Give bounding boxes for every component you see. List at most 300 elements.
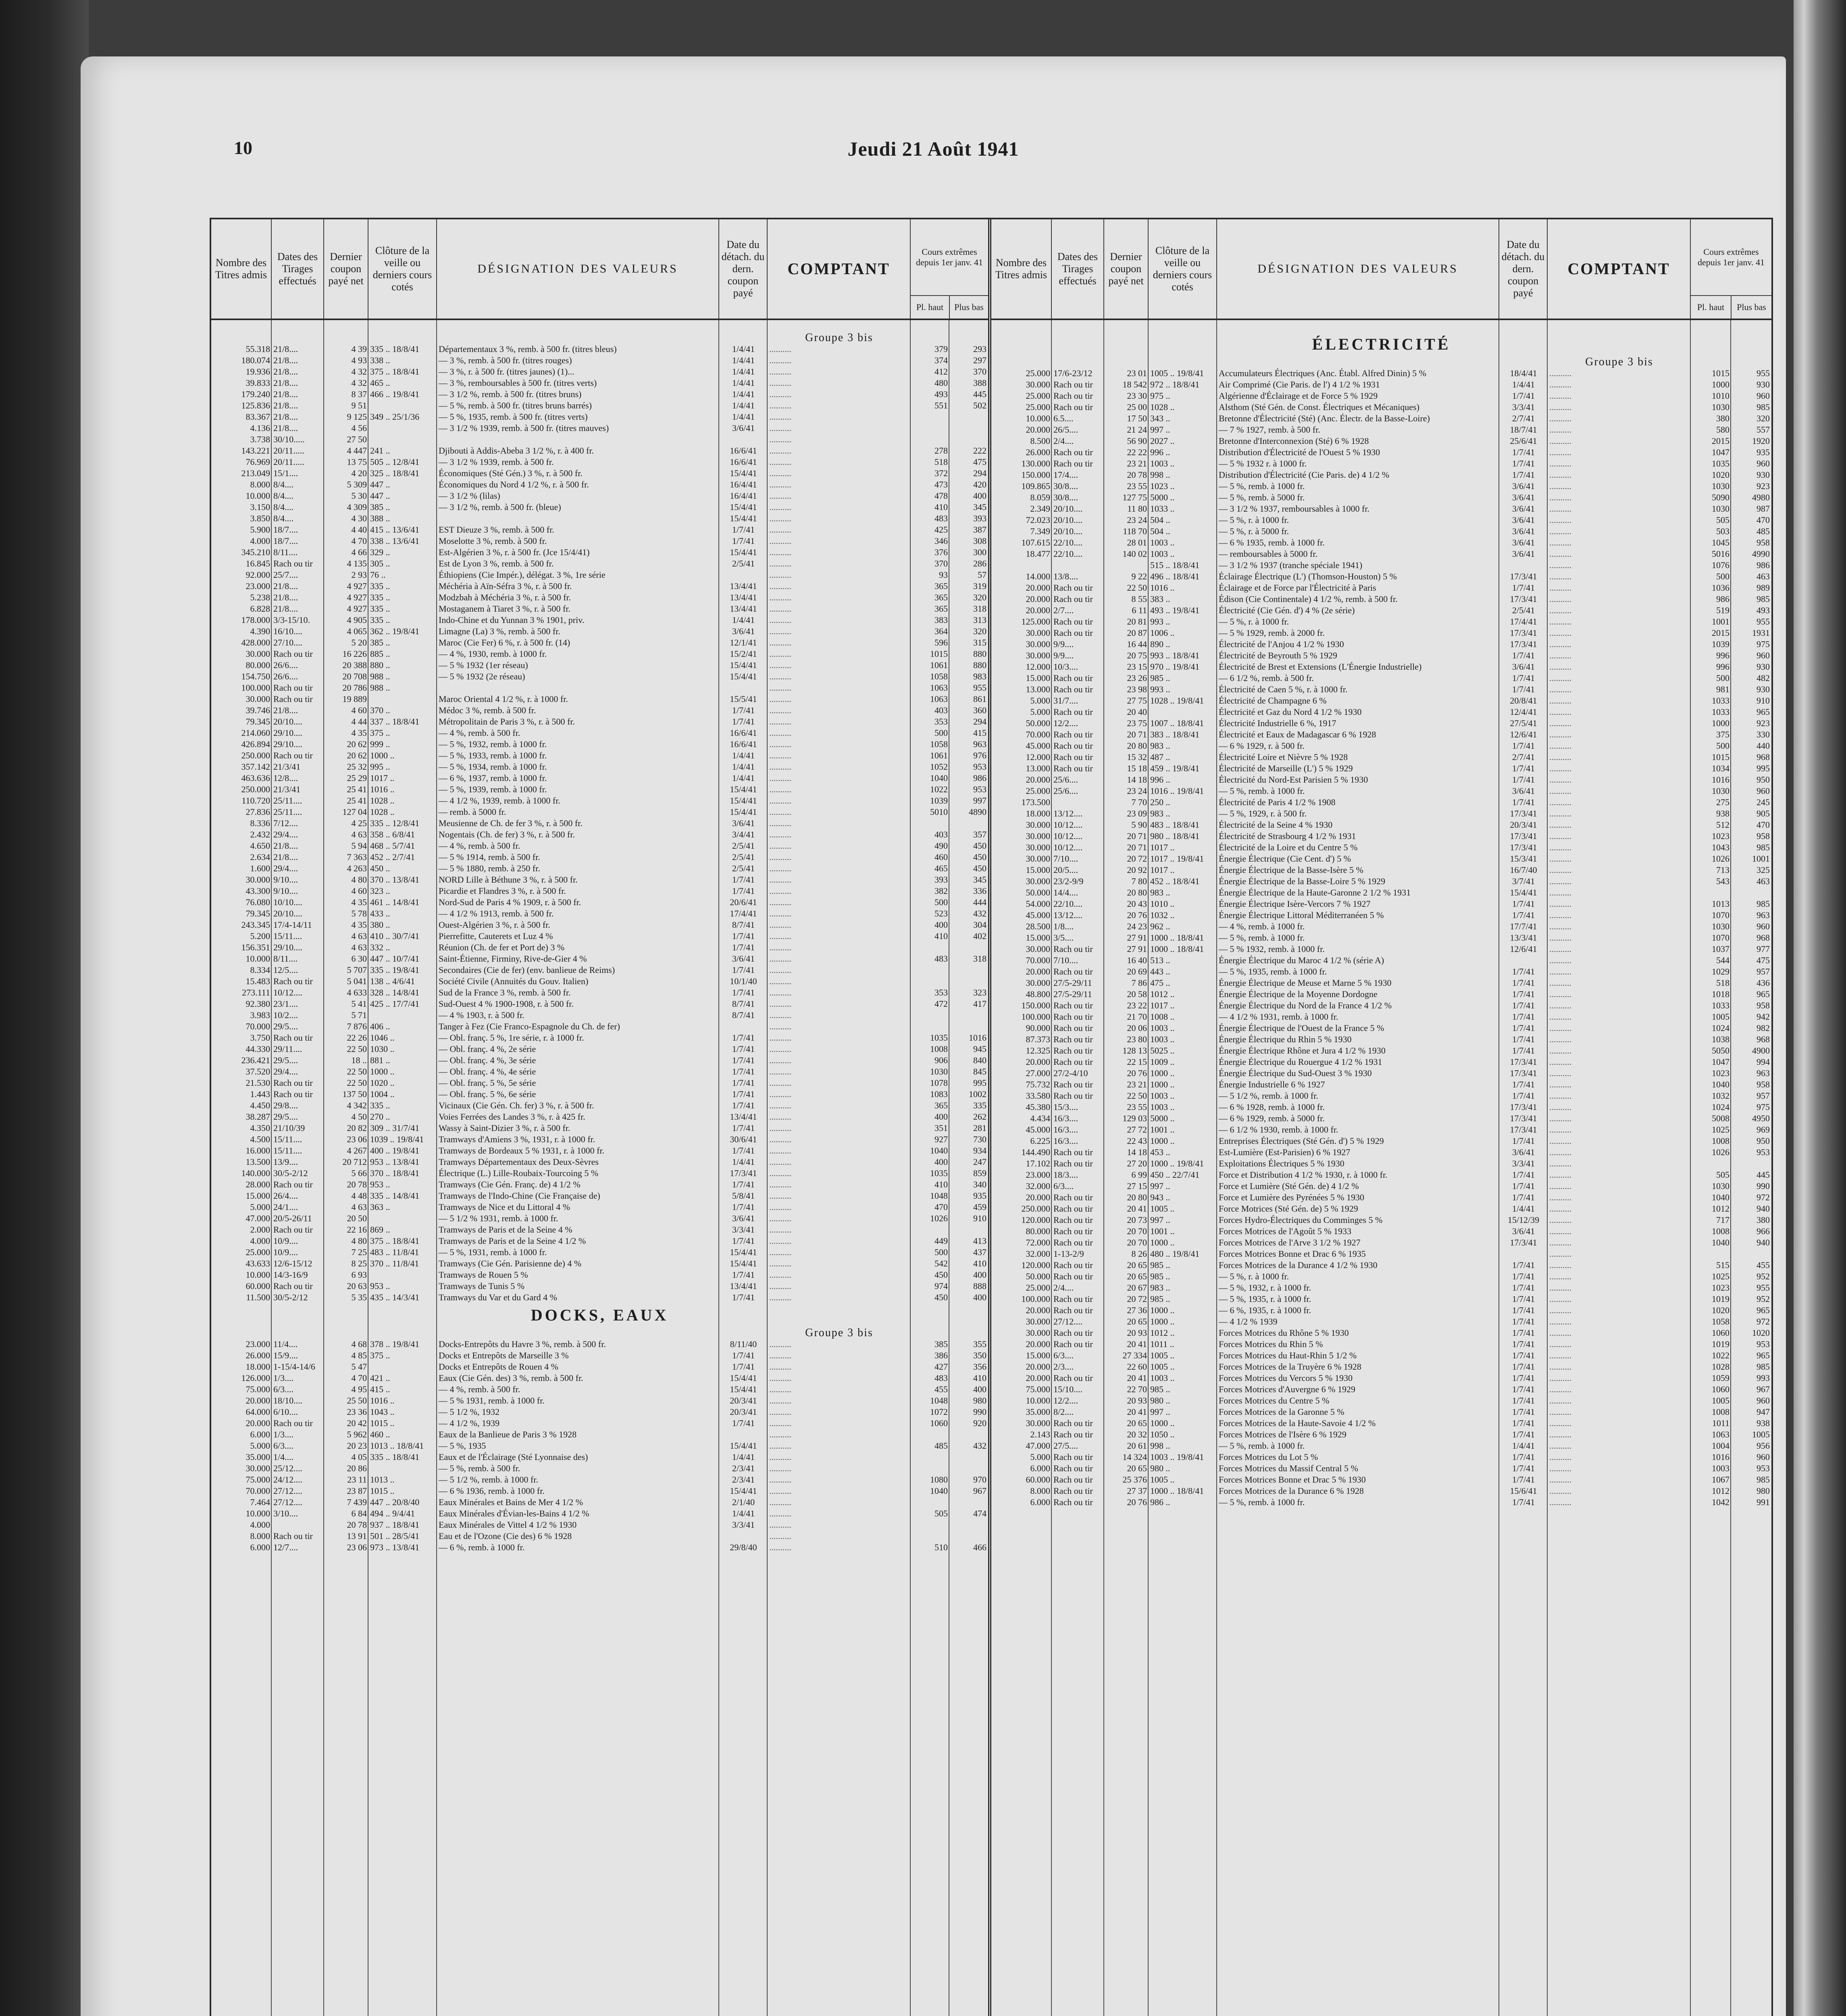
cell-pl-haut: 519 [1716, 605, 1729, 615]
table-row [211, 716, 988, 727]
cell-nombre: 8.000 [1030, 1486, 1050, 1496]
cell-pl-haut: 1008 [1712, 1226, 1729, 1236]
cell-cloture: 993 .. [1150, 684, 1170, 694]
cell-detach: 3/6/41 [1512, 526, 1535, 536]
cell-plus-bas: 985 [1757, 594, 1770, 604]
cell-dates: 27/2-4/10 [1053, 1068, 1088, 1078]
cell-detach: 13/4/41 [730, 604, 757, 614]
cell-cloture: 972 .. 18/8/41 [1150, 379, 1200, 389]
cell-nombre: 26.000 [1026, 447, 1050, 457]
cell-coupon: 23 55 [1127, 481, 1147, 491]
cell-plus-bas: 953 [973, 784, 986, 794]
cell-nombre: 23.000 [246, 581, 270, 591]
cell-plus-bas: 963 [1757, 910, 1770, 920]
table-row [211, 829, 988, 840]
cell-plus-bas: 965 [1757, 707, 1770, 717]
cell-pl-haut: 385 [934, 1339, 948, 1349]
cell-designation: Force et Lumière des Pyrénées 5 % 1930 [1219, 1192, 1365, 1202]
cell-designation: Mostaganem à Tiaret 3 %, r. à 500 fr. [439, 604, 570, 614]
cell-pl-haut: 1040 [1712, 1237, 1729, 1248]
cell-plus-bas: 388 [973, 378, 986, 388]
cell-nombre: 45.000 [1026, 910, 1050, 920]
cell-designation: — 6 %, 1937, remb. à 1000 fr. [439, 773, 547, 783]
cell-coupon: 28 01 [1127, 537, 1147, 548]
table-row [991, 1045, 1771, 1056]
cell-plus-bas: 297 [973, 355, 986, 365]
cell-comptant: .......... [769, 423, 791, 433]
cell-pl-haut [911, 1010, 949, 1021]
cell-pl-haut: 386 [934, 1350, 948, 1360]
cell-detach: 3/6/41 [732, 954, 755, 964]
cell-coupon: 9 125 [347, 412, 367, 422]
cell-dates: 15/11.... [273, 1134, 302, 1144]
cell-nombre: 463.636 [241, 773, 270, 783]
cell-nombre: 70.000 [1026, 729, 1050, 739]
cell-nombre: 44.330 [246, 1044, 270, 1054]
cell-plus-bas [949, 1452, 988, 1463]
cell-designation: Algérienne d'Éclairage et de Force 5 % 1929 [1219, 391, 1378, 401]
cell-designation: Eau et de l'Ozone (Cie des) 6 % 1928 [439, 1531, 572, 1541]
cell-nombre: 3.738 [250, 434, 270, 444]
cell-designation: Sud-Ouest 4 % 1900-1908, r. à 500 fr. [439, 999, 574, 1009]
cell-cloture: 1001 .. [1150, 1125, 1175, 1135]
cell-nombre: 30.000 [1026, 650, 1050, 660]
table-row [991, 785, 1771, 797]
cell-detach [719, 434, 768, 445]
cell-dates: Rach ou tir [273, 750, 313, 760]
table-row [991, 1316, 1771, 1327]
cell-pl-haut: 425 [934, 525, 948, 535]
cell-designation: Est-Algérien 3 %, r. à 500 fr. (Jce 15/4/41) [439, 547, 590, 557]
cell-coupon: 4 342 [347, 1100, 367, 1110]
cell-dates: 7/12.... [273, 818, 298, 828]
cell-comptant: .......... [1549, 368, 1571, 378]
cell-comptant: .......... [769, 400, 791, 410]
cell-designation: Docks et Entrepôts de Rouen 4 % [439, 1362, 558, 1372]
cell-designation: Énergie Électrique du Maroc 4 1/2 % (série A) [1219, 955, 1384, 965]
table-row [991, 763, 1771, 774]
table-row [211, 1213, 988, 1224]
table-row [991, 1237, 1771, 1248]
cell-comptant: .......... [769, 1429, 791, 1439]
cell-coupon: 23 21 [1127, 1079, 1147, 1089]
cell-nombre: 13.000 [1026, 763, 1050, 773]
cell-comptant: .......... [1549, 1463, 1571, 1473]
table-row [991, 887, 1771, 898]
cell-designation: Tramways d'Amiens 3 %, 1931, r. à 1000 fr. [439, 1134, 595, 1144]
cell-designation: Tramways de Rouen 5 % [439, 1270, 528, 1280]
cell-coupon: 23 06 [347, 1542, 367, 1552]
cell-comptant: .......... [769, 841, 791, 851]
cell-pl-haut: 515 [1716, 1260, 1729, 1270]
cell-comptant: .......... [1549, 537, 1571, 548]
cell-plus-bas: 318 [973, 604, 986, 614]
cell-detach: 1/7/41 [1512, 1395, 1535, 1406]
cell-plus-bas: 413 [973, 1236, 986, 1246]
cell-dates: Rach ou tir [1053, 458, 1093, 469]
cell-pl-haut: 410 [934, 931, 948, 941]
cell-detach: 1/7/41 [732, 886, 755, 896]
cell-plus-bas: 432 [973, 1441, 986, 1451]
table-row [991, 989, 1771, 1000]
cell-pl-haut: 551 [934, 400, 948, 410]
cell-detach: 17/3/41 [1510, 1113, 1537, 1123]
cell-comptant: .......... [1549, 707, 1571, 717]
cell-dates: 30/8.... [1053, 492, 1078, 502]
cell-plus-bas: 967 [973, 1486, 986, 1496]
table-row [211, 1145, 988, 1156]
cell-plus-bas: 990 [973, 1407, 986, 1417]
cell-coupon: 20 87 [1127, 628, 1147, 638]
cell-coupon: 20 70 [1127, 1226, 1147, 1236]
cell-dates: Rach ou tir [1053, 763, 1093, 773]
cell-plus-bas: 958 [1757, 537, 1770, 548]
table-row [211, 355, 988, 366]
table-row [991, 492, 1771, 503]
cell-plus-bas: 400 [973, 1292, 986, 1302]
table-row [991, 729, 1771, 740]
cell-pl-haut: 1020 [1712, 1305, 1729, 1315]
cell-pl-haut: 1003 [1712, 1463, 1729, 1473]
cell-detach [1499, 560, 1548, 571]
cell-pl-haut [1691, 1248, 1731, 1260]
cell-designation: Eaux de la Banlieue de Paris 3 % 1928 [439, 1429, 577, 1439]
cell-pl-haut: 1060 [930, 1418, 948, 1428]
cell-designation: Réunion (Ch. de fer et Port de) 3 % [439, 942, 565, 952]
cell-dates: 21/8.... [273, 355, 298, 365]
table-row [991, 1485, 1771, 1497]
table-row [211, 490, 988, 502]
cell-coupon: 22 70 [1127, 1384, 1147, 1394]
cell-nombre: 140.000 [241, 1168, 270, 1178]
cell-coupon: 4 95 [351, 1384, 367, 1394]
cell-nombre: 2.143 [1030, 1429, 1050, 1439]
cell-pl-haut: 1060 [1712, 1328, 1729, 1338]
cell-cloture: 983 .. [1150, 741, 1170, 751]
table-row [991, 1056, 1771, 1068]
cell-designation [437, 434, 719, 445]
cell-plus-bas: 402 [973, 931, 986, 941]
cell-cloture: 466 .. 19/8/41 [370, 389, 420, 399]
cell-plus-bas: 313 [973, 615, 986, 625]
cell-cloture: 953 .. 13/8/41 [370, 1157, 420, 1167]
cell-designation: — 5 %, 1934, remb. à 1000 fr. [439, 762, 547, 772]
cell-plus-bas: 4950 [1752, 1113, 1770, 1123]
cell-detach: 1/7/41 [1512, 1384, 1535, 1394]
cell-plus-bas: 995 [973, 1078, 986, 1088]
cell-cloture: 452 .. 2/7/41 [370, 852, 415, 862]
cell-comptant: .......... [1549, 1012, 1571, 1022]
cell-cloture: 504 .. [1150, 515, 1170, 525]
cell-coupon [1104, 560, 1149, 571]
cell-coupon: 4 63 [351, 931, 367, 941]
cell-comptant: .......... [769, 1247, 791, 1257]
cell-designation: Électricité du Nord-Est Parisien 5 % 1930 [1219, 775, 1368, 785]
cell-dates: 25/11.... [273, 807, 302, 817]
table-row [991, 684, 1771, 695]
cell-nombre: 10.000 [246, 1270, 270, 1280]
cell-comptant: .......... [1549, 571, 1571, 581]
cell-nombre: 30.000 [246, 875, 270, 885]
cell-pl-haut: 1018 [1712, 989, 1729, 999]
cell-nombre: 50.000 [1026, 887, 1050, 898]
cell-designation: Est-Lumière (Est-Parisien) 6 % 1927 [1219, 1147, 1351, 1157]
cell-pl-haut: 500 [934, 728, 948, 738]
cell-detach: 3/6/41 [1512, 1226, 1535, 1236]
table-row [991, 1497, 1771, 1508]
cell-coupon: 20 78 [347, 1520, 367, 1530]
cell-comptant: .......... [769, 1258, 791, 1268]
cell-dates: 3/3-15/10. [273, 615, 310, 625]
table-row [991, 797, 1771, 808]
cell-cloture: 5000 .. [1150, 1113, 1175, 1123]
cell-detach: 1/7/41 [1512, 1497, 1535, 1507]
cell-coupon: 20 41 [1127, 1407, 1147, 1417]
cell-comptant: .......... [769, 1508, 791, 1518]
cell-detach: 3/6/41 [732, 1213, 755, 1223]
cell-nombre: 43.633 [246, 1258, 270, 1268]
cell-dates: 20/10.... [1053, 504, 1083, 514]
table-row [991, 1260, 1771, 1271]
cell-detach: 20/3/41 [730, 1407, 757, 1417]
cell-cloture: 1046 .. [370, 1033, 395, 1043]
cell-coupon: 7 439 [347, 1497, 367, 1507]
cell-dates: 8/4.... [273, 479, 294, 489]
page-number: 10 [234, 137, 252, 158]
cell-dates: Rach ou tir [1053, 1147, 1093, 1157]
cell-cloture: 1003 .. 19/8/41 [1150, 1452, 1204, 1462]
col-comptant-header: COMPTANT [768, 219, 911, 319]
cell-cloture: 1008 .. [1150, 1012, 1175, 1022]
cell-detach: 1/7/41 [732, 987, 755, 998]
cell-dates: Rach ou tir [1053, 1204, 1093, 1214]
cell-coupon: 20 65 [1127, 1260, 1147, 1270]
cell-coupon: 22 26 [347, 1033, 367, 1043]
cell-detach: 20/3/41 [1510, 820, 1537, 830]
cell-cloture: 890 .. [1150, 639, 1170, 649]
cell-comptant: .......... [769, 1168, 791, 1178]
cell-comptant: .......... [769, 1270, 791, 1280]
cell-comptant: .......... [769, 807, 791, 817]
cell-plus-bas: 300 [973, 547, 986, 557]
cell-dates: 21/10/39 [273, 1123, 305, 1133]
cell-detach: 2/5/41 [732, 863, 755, 873]
cell-plus-bas: 923 [1757, 481, 1770, 491]
col-detach-header-right: Date du détach. du dern. coupon payé [1499, 219, 1548, 319]
cell-cloture [368, 1269, 437, 1281]
cell-dates: 12/5.... [273, 965, 298, 975]
cell-coupon: 8 25 [351, 1258, 367, 1268]
cell-comptant: .......... [1549, 436, 1571, 446]
cell-comptant: .......... [1549, 1249, 1571, 1259]
cell-coupon: 4 447 [347, 446, 367, 456]
cell-detach: 17/3/41 [1510, 842, 1537, 852]
cell-detach: 5/8/41 [732, 1191, 755, 1201]
cell-coupon: 4 63 [351, 1202, 367, 1212]
cell-comptant: .......... [769, 412, 791, 422]
cell-cloture: 1005 .. [1150, 1204, 1175, 1214]
cell-dates: 29/10.... [273, 739, 303, 749]
cell-nombre: 7.464 [250, 1497, 270, 1507]
cell-comptant: .......... [1549, 1316, 1571, 1327]
table-row [991, 413, 1771, 424]
cell-comptant: .......... [769, 1292, 791, 1302]
cell-coupon: 4 70 [351, 1373, 367, 1383]
cell-dates: 21/8.... [273, 841, 298, 851]
cell-pl-haut: 410 [934, 1179, 948, 1189]
cell-designation: Méchéria à Aïn-Séfra 3 %, r. à 500 fr. [439, 581, 572, 591]
cell-dates: 29/8.... [273, 1100, 298, 1110]
cell-coupon: 140 02 [1122, 549, 1147, 559]
cell-dates: Rach ou tir [1053, 752, 1093, 762]
table-row [211, 931, 988, 942]
cell-comptant: .......... [1549, 786, 1571, 796]
cell-coupon: 20 23 [347, 1441, 367, 1451]
cell-pl-haut: 93 [939, 570, 948, 580]
cell-nombre: 50.000 [1026, 718, 1050, 728]
table-row [991, 379, 1771, 390]
cell-pl-haut: 906 [934, 1055, 948, 1065]
cell-plus-bas: 980 [1757, 1486, 1770, 1496]
cell-coupon: 20 78 [1127, 470, 1147, 480]
cell-coupon: 16 44 [1127, 639, 1147, 649]
cell-plus-bas: 923 [1757, 718, 1770, 728]
cell-nombre: 75.732 [1026, 1079, 1050, 1089]
cell-designation: — 5 1/2 %, 1932 [439, 1407, 499, 1417]
cell-nombre: 50.000 [1026, 1271, 1050, 1281]
table-row [991, 402, 1771, 413]
cell-dates: 9/10.... [273, 886, 298, 896]
cell-cloture: 953 .. [370, 1281, 390, 1291]
cell-cloture: 985 .. [1150, 673, 1170, 683]
cell-pl-haut: 1048 [930, 1395, 948, 1406]
table-row [211, 535, 988, 547]
table-row [991, 537, 1771, 548]
cell-designation: — 5 %, r. à 1000 fr. [1219, 616, 1289, 627]
cell-coupon: 23 26 [1127, 673, 1147, 683]
cell-pl-haut: 1070 [1712, 933, 1729, 943]
cell-cloture: 504 .. [1150, 526, 1170, 536]
cell-comptant: .......... [1549, 560, 1571, 570]
cell-dates: Rach ou tir [273, 1418, 313, 1428]
cell-detach [719, 1021, 768, 1032]
cell-dates: 18/7.... [273, 525, 298, 535]
cell-comptant: .......... [1549, 425, 1571, 435]
cell-plus-bas: 470 [1757, 515, 1770, 525]
cell-dates: Rach ou tir [1053, 673, 1093, 683]
cell-plus-bas: 286 [973, 558, 986, 569]
cell-plus-bas [949, 1497, 988, 1508]
cell-detach: 1/7/41 [732, 965, 755, 975]
cell-designation: Forces Motrices de l'Arve 3 1/2 % 1927 [1219, 1237, 1361, 1248]
table-row [991, 639, 1771, 650]
table-row [211, 852, 988, 863]
cell-detach: 16/6/41 [730, 457, 757, 467]
cell-nombre: 1.600 [250, 863, 270, 873]
cell-dates: 6/3.... [1053, 1181, 1074, 1191]
cell-dates: 12/6-15/12 [273, 1258, 312, 1268]
cell-pl-haut [911, 942, 949, 953]
cell-pl-haut: 1026 [930, 1213, 948, 1223]
cell-plus-bas: 320 [1757, 413, 1770, 423]
cell-nombre: 214.060 [241, 728, 270, 738]
cell-designation: — 5 %, remb. à 1000 fr. [1219, 786, 1305, 796]
cell-nombre: 428.000 [241, 637, 270, 648]
cell-dates: 16/3.... [1053, 1136, 1078, 1146]
cell-cloture: 1020 .. [370, 1078, 395, 1088]
cell-comptant: .......... [1549, 447, 1571, 457]
cell-pl-haut: 1022 [1712, 1350, 1729, 1360]
table-row [211, 344, 988, 355]
cell-detach: 15/4/41 [730, 671, 757, 681]
cell-plus-bas: 393 [973, 513, 986, 523]
cell-pl-haut: 505 [1716, 515, 1729, 525]
cell-comptant: .......... [769, 615, 791, 625]
cell-plus-bas: 940 [1757, 1237, 1770, 1248]
cell-cloture: 1004 .. [370, 1089, 395, 1099]
cell-plus-bas: 323 [973, 987, 986, 998]
cell-plus-bas: 888 [973, 1281, 986, 1291]
cell-designation: — 6 %, remb. à 1000 fr. [439, 1542, 525, 1552]
cell-comptant: .......... [1549, 820, 1571, 830]
cell-nombre: 45.000 [1026, 741, 1050, 751]
cell-comptant: .......... [1549, 978, 1571, 988]
cell-designation: Forces Motrices du Vercors 5 % 1930 [1219, 1373, 1353, 1383]
cell-comptant: .......... [1549, 549, 1571, 559]
table-row [211, 784, 988, 795]
cell-dates: 1/3.... [273, 1373, 294, 1383]
cell-dates: 13/12.... [1053, 910, 1083, 920]
cell-designation: — 5 %, 1935, remb. à 1000 fr. [1219, 966, 1327, 977]
cell-pl-haut: 375 [1716, 729, 1729, 739]
cell-detach: 3/3/41 [732, 1520, 755, 1530]
cell-cloture: 370 .. 18/8/41 [370, 1168, 420, 1178]
cell-dates: 21/8.... [273, 604, 298, 614]
cell-plus-bas: 245 [1757, 797, 1770, 807]
cell-coupon: 20 58 [1127, 989, 1147, 999]
cell-pl-haut: 974 [934, 1281, 948, 1291]
cell-plus-bas: 960 [1757, 650, 1770, 660]
cell-nombre: 5.000 [1030, 696, 1050, 706]
cell-designation: Forces Motrices de la Garonne 5 % [1219, 1407, 1344, 1417]
cell-comptant: .......... [1549, 1192, 1571, 1202]
cell-comptant: .......... [1549, 1045, 1571, 1056]
cell-pl-haut: 1030 [1712, 481, 1729, 491]
cell-cloture: 329 .. [370, 547, 390, 557]
cell-coupon: 20 61 [1127, 1441, 1147, 1451]
table-row [211, 400, 988, 411]
cell-pl-haut: 376 [934, 547, 948, 557]
cell-designation: — 3 1/2 %, remb. à 500 fr. (titres bruns) [439, 389, 582, 399]
cell-cloture: 378 .. 19/8/41 [370, 1339, 420, 1349]
table-row [211, 739, 988, 750]
cell-nombre: 4.136 [250, 423, 270, 433]
cell-detach: 1/7/41 [1512, 1407, 1535, 1417]
cell-plus-bas: 315 [973, 637, 986, 648]
cell-pl-haut: 543 [1716, 876, 1729, 886]
cell-plus-bas: 950 [1757, 1136, 1770, 1146]
cell-plus-bas: 930 [1757, 684, 1770, 694]
table-row [991, 1169, 1771, 1181]
cell-nombre: 79.345 [246, 716, 270, 727]
cell-pl-haut: 1035 [930, 1033, 948, 1043]
cell-comptant: .......... [1549, 1475, 1571, 1485]
cell-cloture: 335 .. [370, 581, 390, 591]
cell-designation: Accumulateurs Électriques (Anc. Établ. Alfred Dinin) 5 % [1219, 368, 1427, 378]
cell-coupon: 129 03 [1122, 1113, 1147, 1123]
cell-detach: 1/4/41 [732, 1452, 755, 1462]
cell-dates: Rach ou tir [1053, 684, 1093, 694]
